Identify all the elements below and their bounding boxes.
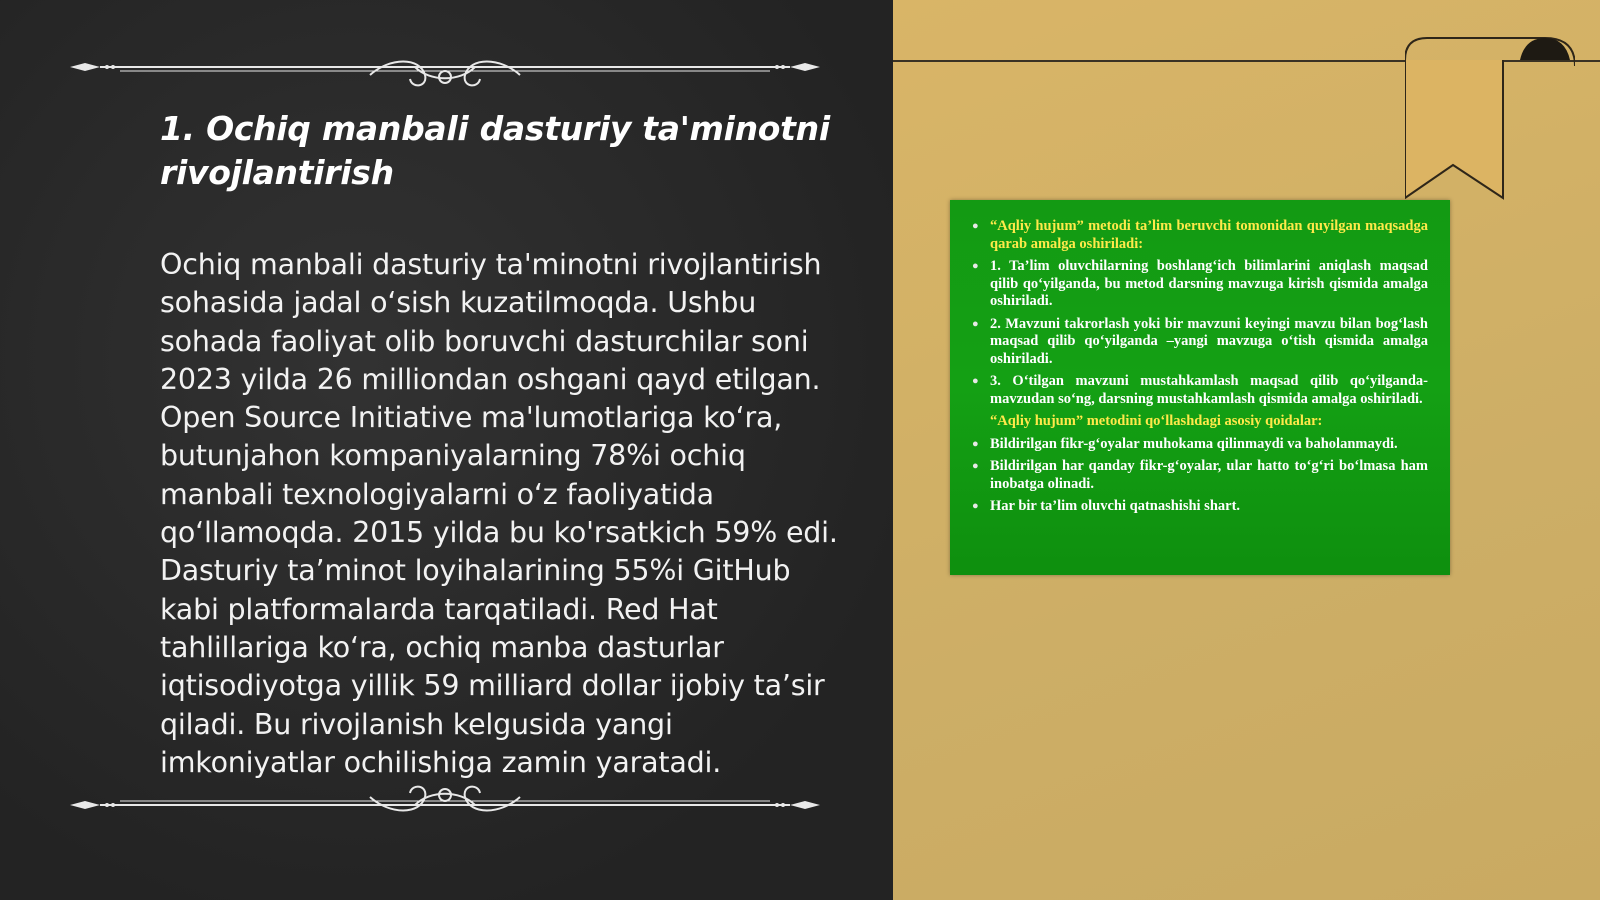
bullet-list-bottom xyxy=(972,436,1428,516)
bullet-icon: ● xyxy=(972,437,979,450)
list-item: ● 3. O‘tilgan mavzuni mustahkamlash maqsad qilib qo‘yilganda-mavzudan so‘ng, darsning mustahkamlash qismida amalga oshiriladi. xyxy=(972,373,1428,407)
slide-title: 1. Ochiq manbali dasturiy ta'minotni rivojlantirish xyxy=(160,109,830,192)
bullet-list-top xyxy=(972,218,1428,408)
ornament-flourish-icon xyxy=(60,785,830,825)
bullet-icon: ● xyxy=(972,260,979,272)
bullet-icon: ● xyxy=(972,220,979,232)
bullet-icon: ● xyxy=(972,460,979,472)
list-item: ● 1. Ta’lim oluvchilarning boshlang‘ich bilimlarini aniqlash maqsad qilib qo‘yilganda, bu metod darsning mavzuga kirish qismida amalga oshiriladi. xyxy=(972,258,1428,309)
bullet-icon: ● xyxy=(972,500,979,512)
list-item: ● 2. Mavzuni takrorlash yoki bir mavzuni keyingi mavzu bilan bog‘lash maqsad qilib qo‘yilganda –yangi mavzuga o‘tish qismida amalga oshiriladi. xyxy=(972,315,1428,367)
slide-body-text: Ochiq manbali dasturiy ta'minotni rivojlantirish sohasida jadal o‘sish kuzatilmoqda. Ushbu sohada faoliyat olib boruvchi dasturchilar soni 2023 yilda 26 milliondan oshgani qayd etilgan. Open Source Initiative ma'lumotlariga ko‘ra, butunjahon kompaniyalarning 78%i ochiq manbali texnologiyalarni o‘z faoliyatida qo‘llamoqda. 2015 yilda bu ko'rsatkich 59% edi. Dasturiy ta’minot loyihalarining 55%i GitHub kabi platformalarda tarqatiladi. Red Hat tahlillariga ko‘ra, ochiq manba dasturlar iqtisodiyotga yillik 59 milliard dollar ijobiy ta’sir qiladi. Bu rivojlanish kelgusida yangi imkoniyatlar ochilishiga zamin yaratadi. xyxy=(160,248,838,779)
bullet-icon: ● xyxy=(972,317,979,330)
rules-panel xyxy=(950,200,1450,575)
list-item: ● Har bir ta’lim oluvchi qatnashishi shart. xyxy=(972,498,1241,514)
list-item: ● “Aqliy hujum” metodi ta’lim beruvchi tomonidan quyilgan maqsadga qarab amalga oshiriladi: xyxy=(972,218,1428,252)
list-item: ● Bildirilgan fikr-g‘oyalar muhokama qilinmaydi va baholanmaydi. xyxy=(972,435,1398,452)
ornament-flourish-icon xyxy=(60,47,830,87)
bullet-icon: ● xyxy=(972,375,979,387)
list-item: ● Bildirilgan har qanday fikr-g‘oyalar, ular hatto to‘g‘ri bo‘lmasa ham inobatga olinadi. xyxy=(972,458,1428,492)
bookmark-ribbon-icon xyxy=(1405,30,1575,200)
rules-subheading: “Aqliy hujum” metodini qo‘llashdagi asosiy qoidalar: xyxy=(990,413,1323,429)
